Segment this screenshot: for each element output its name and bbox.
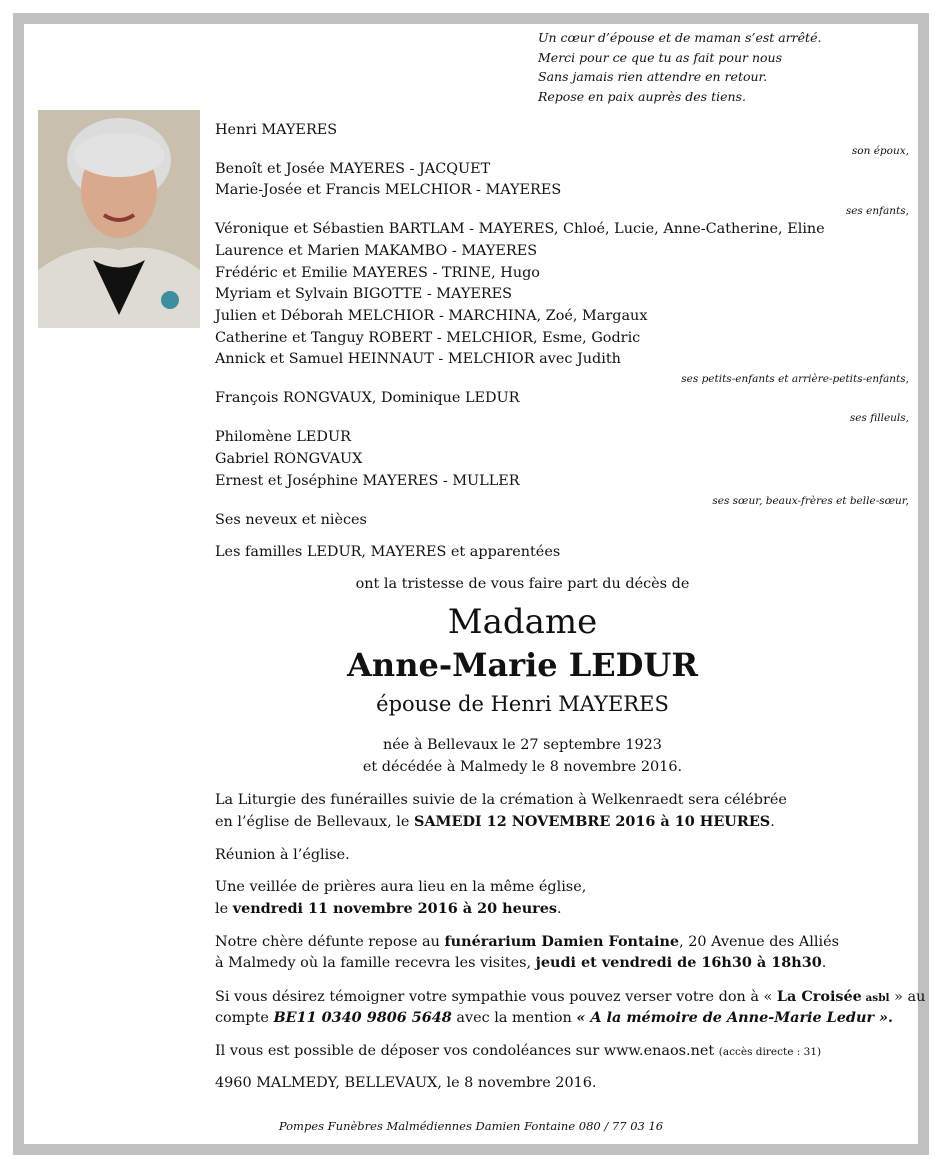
spouse-label: son époux, (851, 145, 909, 157)
grandchild-line: Annick et Samuel HEINNAUT - MELCHIOR avec Judith (215, 351, 621, 367)
grandchildren-label: ses petits-enfants et arrière-petits-enfants, (681, 373, 909, 385)
rest-address: , 20 Avenue des Alliés (679, 934, 839, 950)
sibling-line: Gabriel RONGVAUX (215, 451, 363, 467)
liturgy-text: en l’église de Bellevaux, le (215, 814, 414, 830)
spouse-name: Henri MAYERES (215, 122, 338, 138)
rest-text: à Malmedy où la famille recevra les visites, (215, 955, 536, 971)
liturgy-line-1: La Liturgie des funérailles suivie de la crémation à Welkenraedt sera célébrée (215, 792, 787, 808)
rest-line-1 (215, 933, 839, 950)
portrait-photo (38, 110, 200, 328)
child-line: Marie-Josée et Francis MELCHIOR - MAYERES (215, 182, 562, 198)
grandchild-line: Frédéric et Emilie MAYERES - TRINE, Hugo (215, 265, 540, 281)
donation-text: Si vous désirez témoigner votre sympathie vous pouvez verser votre don à « (215, 989, 777, 1005)
liturgy-punct: . (770, 814, 775, 830)
poem-line: Sans jamais rien attendre en retour. (538, 69, 768, 84)
funeral-home: funérarium Damien Fontaine (444, 933, 680, 950)
donation-text: avec la mention (451, 1010, 577, 1026)
place-date: 4960 MALMEDY, BELLEVAUX, le 8 novembre 2016. (215, 1075, 597, 1091)
charity-name: La Croisée (776, 988, 862, 1005)
godchildren-line: François RONGVAUX, Dominique LEDUR (215, 390, 520, 406)
grandchild-line: Catherine et Tanguy ROBERT - MELCHIOR, Esme, Godric (215, 330, 641, 346)
rest-line-2 (215, 954, 826, 971)
condolences-line (215, 1043, 821, 1059)
nephews-line: Ses neveux et nièces (215, 512, 367, 528)
footer-funeral-home: Pompes Funèbres Malmédiennes Damien Fontaine 080 / 77 03 16 (278, 1119, 664, 1133)
liturgy-date: SAMEDI 12 NOVEMBRE 2016 à 10 HEURES (414, 813, 771, 830)
condolences-text: Il vous est possible de déposer vos condoléances sur www.enaos.net (215, 1043, 719, 1059)
poem-line: Repose en paix auprès des tiens. (538, 88, 746, 104)
rest-punct: . (821, 955, 827, 971)
deceased-title: Madame (447, 602, 598, 642)
grandchild-line: Myriam et Sylvain BIGOTTE - MAYERES (215, 286, 513, 302)
charity-asbl: asbl (861, 992, 890, 1004)
death-line: et décédée à Malmedy le 8 novembre 2016. (362, 759, 683, 775)
donation-line-2 (215, 1009, 893, 1026)
donation-text: » au (889, 989, 926, 1005)
sibling-line: Philomène LEDUR (215, 429, 351, 445)
godchildren-label: ses filleuls, (849, 412, 909, 424)
deceased-name: Anne-Marie LEDUR (347, 646, 698, 684)
vigil-date: vendredi 11 novembre 2016 à 20 heures (232, 900, 558, 917)
poem (538, 28, 821, 106)
siblings-label: ses sœur, beaux-frères et belle-sœur, (712, 495, 909, 507)
grandchild-line: Véronique et Sébastien BARTLAM - MAYERES, Chloé, Lucie, Anne-Catherine, Eline (215, 221, 825, 237)
vigil-text: le (215, 901, 233, 917)
donation-line-1 (215, 988, 925, 1005)
poem-line: Merci pour ce que tu as fait pour nous (538, 49, 782, 65)
liturgy-line-2 (215, 813, 775, 830)
birth-line: née à Bellevaux le 27 septembre 1923 (383, 737, 662, 753)
condolences-access: (accès directe : 31) (718, 1046, 822, 1058)
rest-text: Notre chère défunte repose au (215, 934, 445, 950)
vigil-line-2 (215, 900, 562, 917)
grandchild-line: Laurence et Marien MAKAMBO - MAYERES (215, 243, 538, 259)
children-label: ses enfants, (845, 205, 909, 217)
announcement-intro: ont la tristesse de vous faire part du décès de (355, 576, 690, 592)
spouse-of: épouse de Henri MAYERES (376, 692, 669, 716)
poem-line: Un cœur d’épouse et de maman s’est arrêté. (538, 30, 822, 45)
vigil-line-1: Une veillée de prières aura lieu en la même église, (215, 879, 587, 895)
sibling-line: Ernest et Joséphine MAYERES - MULLER (215, 473, 520, 489)
visit-hours: jeudi et vendredi de 16h30 à 18h30 (535, 954, 822, 971)
vigil-punct: . (557, 901, 562, 917)
reunion-line: Réunion à l’église. (215, 847, 350, 863)
families-line: Les familles LEDUR, MAYERES et apparentées (215, 544, 561, 560)
child-line: Benoît et Josée MAYERES - JACQUET (215, 161, 491, 177)
donation-text: compte (215, 1010, 274, 1026)
grandchild-line: Julien et Déborah MELCHIOR - MARCHINA, Zoé, Margaux (215, 308, 648, 324)
donation-mention: « A la mémoire de Anne-Marie Ledur ». (576, 1009, 894, 1026)
bank-account: BE11 0340 9806 5648 (273, 1009, 452, 1026)
